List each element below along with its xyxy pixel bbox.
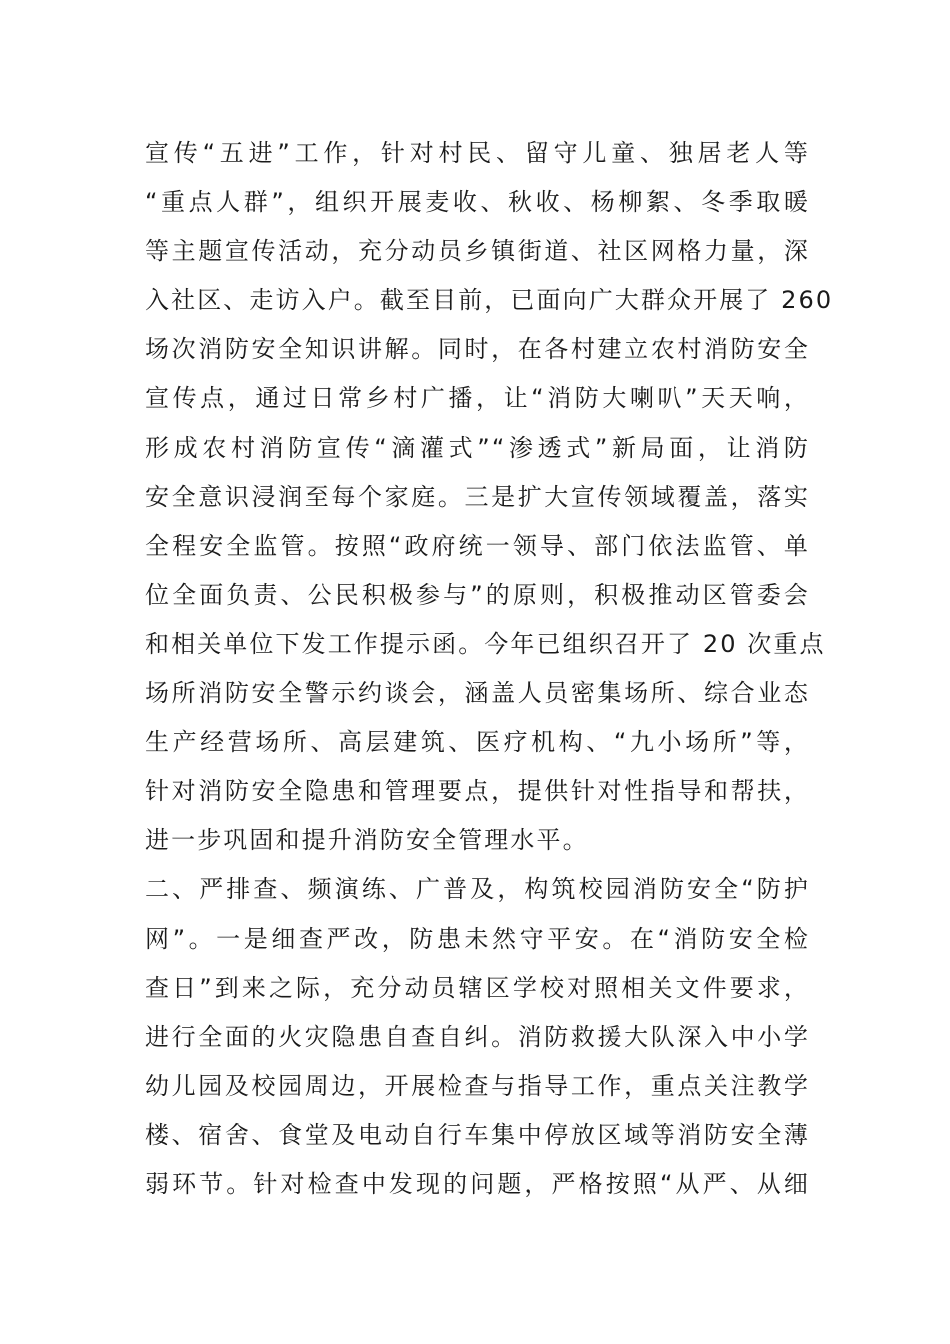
text-line: 网”。一是细查严改，防患未然守平安。在“消防安全检 (145, 924, 810, 953)
text-line: “重点人群”，组织开展麦收、秋收、杨柳絮、冬季取暖 (145, 188, 810, 217)
text-line: 针对消防安全隐患和管理要点，提供针对性指导和帮扶， (145, 777, 810, 806)
section-heading-line: 二、严排查、频演练、广普及，构筑校园消防安全“防护 (145, 875, 810, 904)
text-line: 场次消防安全知识讲解。同时，在各村建立农村消防安全 (145, 335, 810, 364)
text-line: 查日”到来之际，充分动员辖区学校对照相关文件要求， (145, 973, 810, 1002)
text-line: 进行全面的火灾隐患自查自纠。消防救援大队深入中小学 (145, 1022, 810, 1051)
text-line: 幼儿园及校园周边，开展检查与指导工作，重点关注教学 (145, 1071, 810, 1100)
text-line: 入社区、走访入户。截至目前，已面向广大群众开展了 260 (145, 286, 834, 315)
text-line: 等主题宣传活动，充分动员乡镇街道、社区网格力量，深 (145, 237, 810, 266)
text-line: 生产经营场所、高层建筑、医疗机构、“九小场所”等， (145, 728, 810, 757)
text-line: 宣传点，通过日常乡村广播，让“消防大喇叭”天天响， (145, 384, 810, 413)
document-body (145, 129, 834, 1209)
text-line: 位全面负责、公民积极参与”的原则，积极推动区管委会 (145, 580, 810, 609)
text-line: 楼、宿舍、食堂及电动自行车集中停放区域等消防安全薄 (145, 1120, 810, 1149)
text-line: 和相关单位下发工作提示函。今年已组织召开了 20 次重点 (145, 629, 826, 658)
text-line: 宣传“五进”工作，针对村民、留守儿童、独居老人等 (145, 139, 810, 167)
text-line: 场所消防安全警示约谈会，涵盖人员密集场所、综合业态 (145, 679, 810, 708)
text-line: 全程安全监管。按照“政府统一领导、部门依法监管、单 (145, 531, 810, 560)
text-line: 弱环节。针对检查中发现的问题，严格按照“从严、从细 (145, 1169, 810, 1198)
text-line: 安全意识浸润至每个家庭。三是扩大宣传领域覆盖，落实 (145, 482, 810, 511)
text-line: 进一步巩固和提升消防安全管理水平。 (145, 826, 589, 855)
text-line: 形成农村消防宣传“滴灌式”“渗透式”新局面，让消防 (145, 433, 810, 462)
